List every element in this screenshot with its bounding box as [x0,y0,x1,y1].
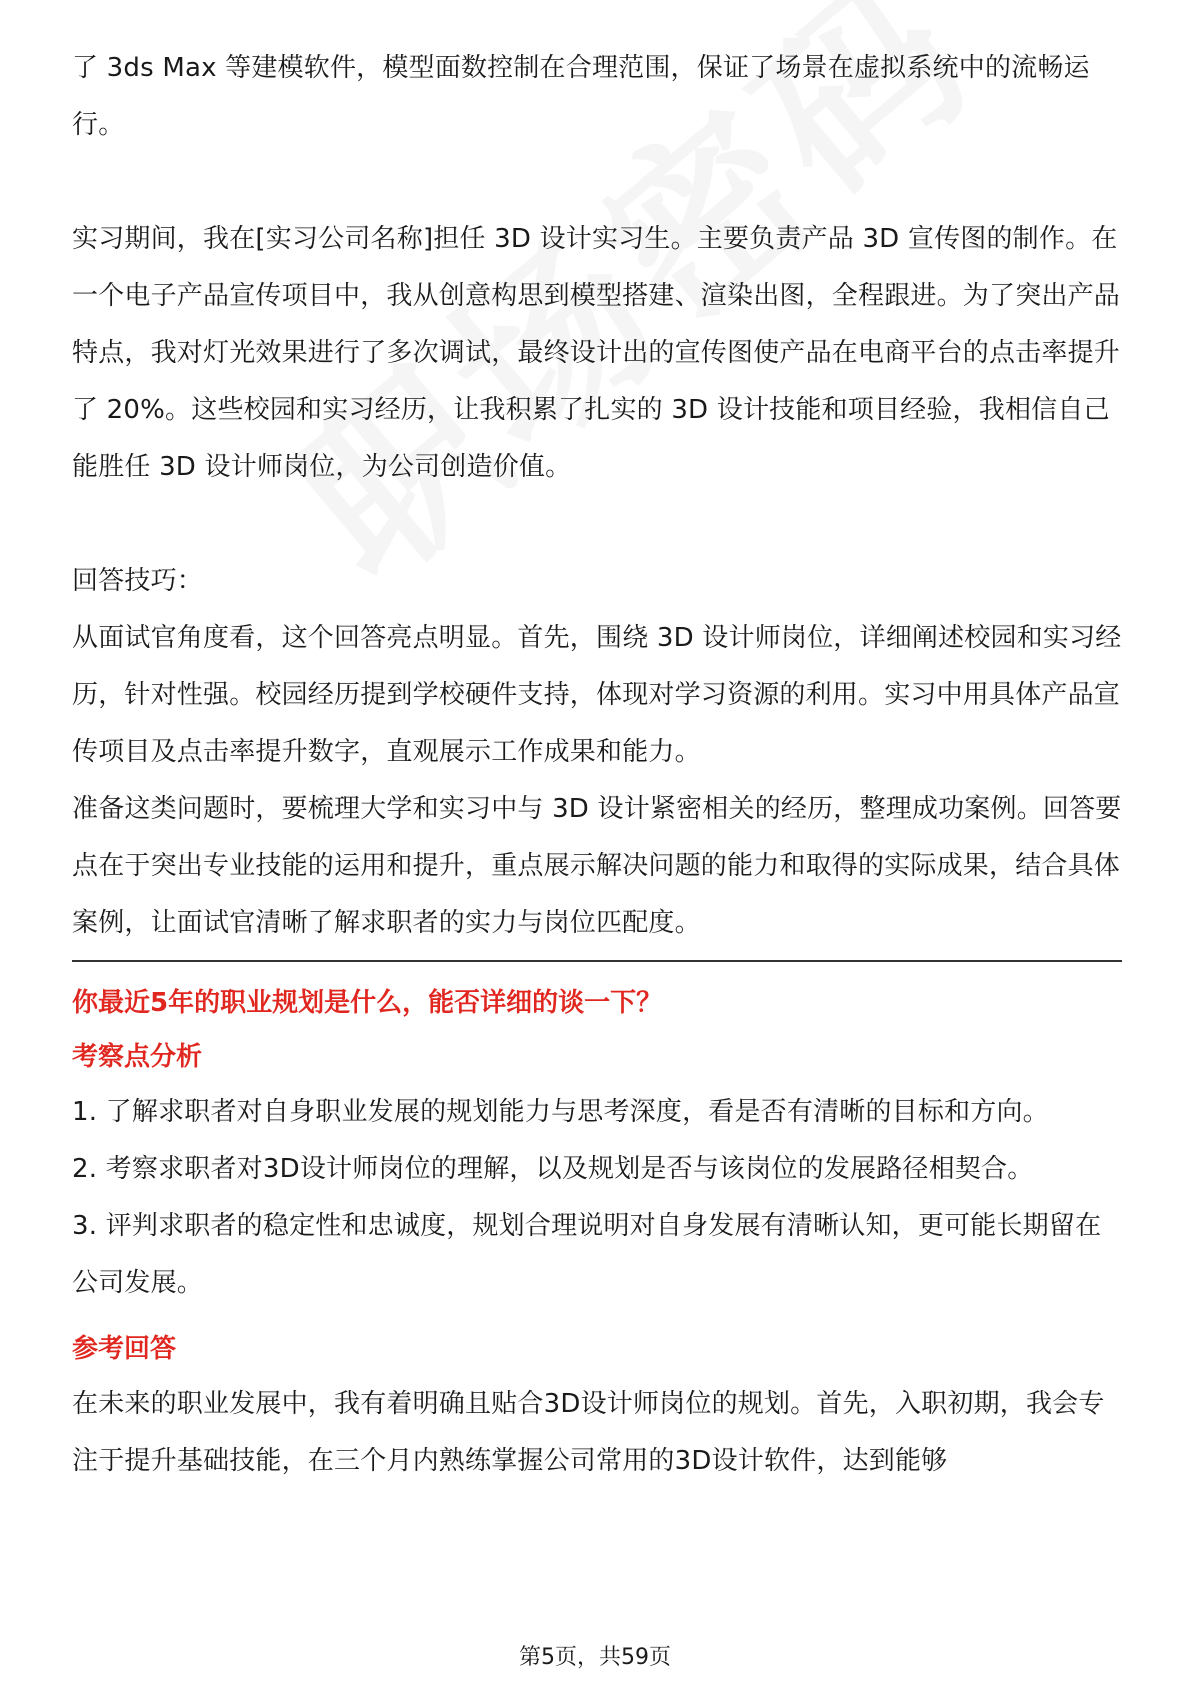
tips-paragraph-2: 准备这类问题时，要梳理大学和实习中与 3D 设计紧密相关的经历，整理成功案例。回答要点在于突出专业技能的运用和提升，重点展示解决问题的能力和取得的实际成果，结合具体案例，让面试官清晰了解求职者的实力与岗位匹配度。 [72,794,1122,938]
interview-question: 你最近5年的职业规划是什么，能否详细的谈一下？ [72,988,663,1018]
section-divider [72,960,1122,962]
analysis-item-1: 1. 了解求职者对自身职业发展的规划能力与思考深度，看是否有清晰的目标和方向。 [72,1097,1049,1127]
analysis-item-2: 2. 考察求职者对3D设计师岗位的理解，以及规划是否与该岗位的发展路径相契合。 [72,1154,1034,1184]
page-footer: 第5页，共59页 [519,1645,671,1670]
document-page [72,40,1122,1490]
tips-paragraph-1: 从面试官角度看，这个回答亮点明显。首先，围绕 3D 设计师岗位，详细阐述校园和实习经历，针对性强。校园经历提到学校硬件支持，体现对学习资源的利用。实习中用具体产品宣传项目及点击率提升数字，直观展示工作成果和能力。 [72,623,1122,767]
analysis-item-3: 3. 评判求职者的稳定性和忠诚度，规划合理说明对自身发展有清晰认知，更可能长期留在公司发展。 [72,1211,1102,1298]
reference-heading: 参考回答 [72,1334,177,1364]
paragraph-continuation: 了 3ds Max 等建模软件，模型面数控制在合理范围，保证了场景在虚拟系统中的流畅运行。 [72,53,1090,140]
reference-answer: 在未来的职业发展中，我有着明确且贴合3D设计师岗位的规划。首先，入职初期，我会专注于提升基础技能，在三个月内熟练掌握公司常用的3D设计软件，达到能够 [72,1389,1105,1476]
analysis-heading: 考察点分析 [72,1042,203,1072]
paragraph-internship: 实习期间，我在[实习公司名称]担任 3D 设计实习生。主要负责产品 3D 宣传图的制作。在一个电子产品宣传项目中，我从创意构思到模型搭建、渲染出图，全程跟进。为了突出产品特点，我对灯光效果进行了多次调试，最终设计出的宣传图使产品在电商平台的点击率提升了 20%。这些校园和实习经历，让我积累了扎实的 3D 设计技能和项目经验，我相信自己能胜任 3D 设计师岗位，为公司创造价值。 [72,224,1121,482]
tips-label: 回答技巧： [72,566,204,596]
